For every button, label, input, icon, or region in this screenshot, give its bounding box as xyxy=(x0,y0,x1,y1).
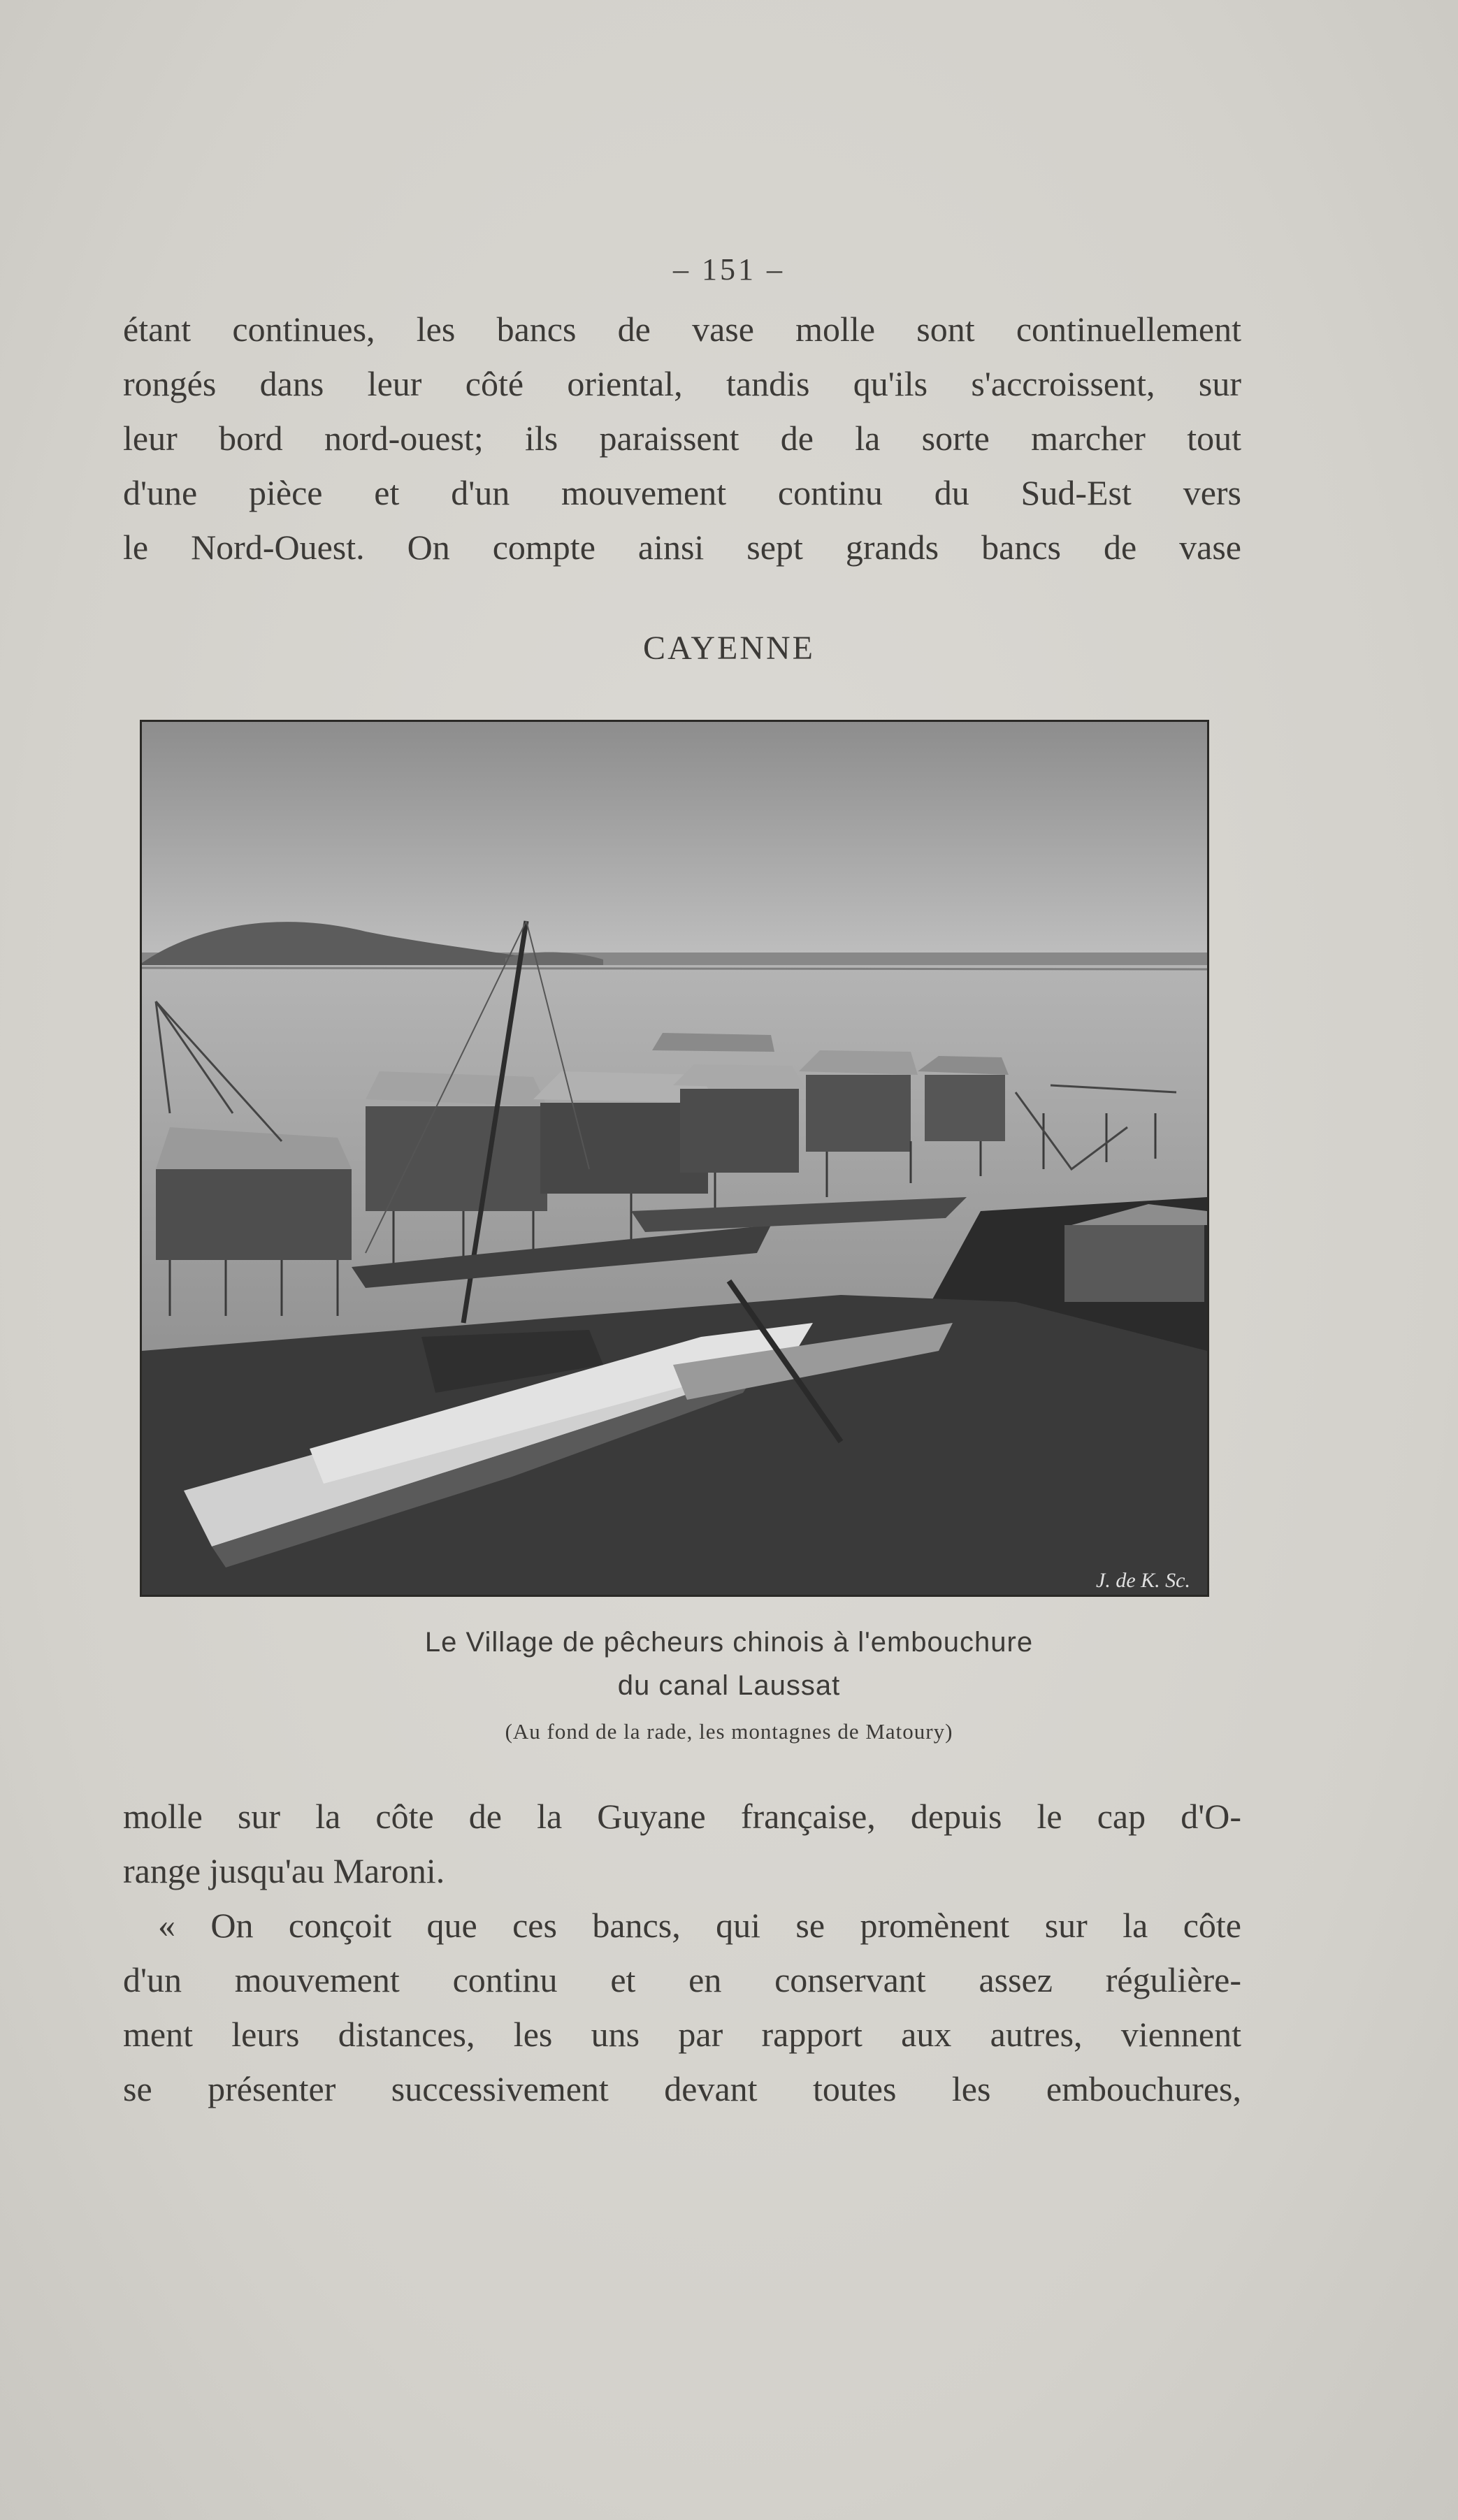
photograph-chinese-fishing-village xyxy=(140,720,1209,1597)
section-heading: CAYENNE xyxy=(643,630,815,667)
text-line: « On conçoit que ces bancs, qui se promènent sur la côte xyxy=(158,1906,1241,1945)
figure-caption-title: Le Village de pêcheurs chinois à l'embouchure xyxy=(424,1627,1034,1658)
text-line: étant continues, les bancs de vase molle sont continuellement xyxy=(123,310,1241,349)
photo-illustration xyxy=(142,722,1207,1595)
text-line: range jusqu'au Maroni. xyxy=(123,1851,445,1890)
text-line: d'une pièce et d'un mouvement continu du Sud-Est vers xyxy=(123,473,1241,512)
text-line: se présenter successivement devant toutes les embouchures, xyxy=(123,2069,1241,2108)
text-line: ment leurs distances, les uns par rapport aux autres, viennent xyxy=(123,2015,1241,2054)
text-line: leur bord nord-ouest; ils paraissent de la sorte marcher tout xyxy=(123,419,1241,458)
text-line: molle sur la côte de la Guyane française, depuis le cap d'O- xyxy=(123,1797,1241,1836)
sky xyxy=(142,722,1207,953)
page-number: – 151 – xyxy=(673,252,785,287)
figure-caption-note: (Au fond de la rade, les montagnes de Matoury) xyxy=(505,1719,953,1744)
top-paragraph xyxy=(123,302,1241,574)
text-line: rongés dans leur côté oriental, tandis qu'ils s'accroissent, sur xyxy=(123,364,1241,403)
foreground-shore xyxy=(142,1295,1207,1595)
engraver-mark: J. de K. Sc. xyxy=(1096,1569,1190,1592)
figure-caption-subtitle: du canal Laussat xyxy=(617,1670,841,1701)
text-line: d'un mouvement continu et en conservant assez régulière- xyxy=(123,1960,1241,1999)
bottom-paragraph xyxy=(123,1789,1241,2116)
text-line: le Nord-Ouest. On compte ainsi sept grands bancs de vase xyxy=(123,528,1241,567)
